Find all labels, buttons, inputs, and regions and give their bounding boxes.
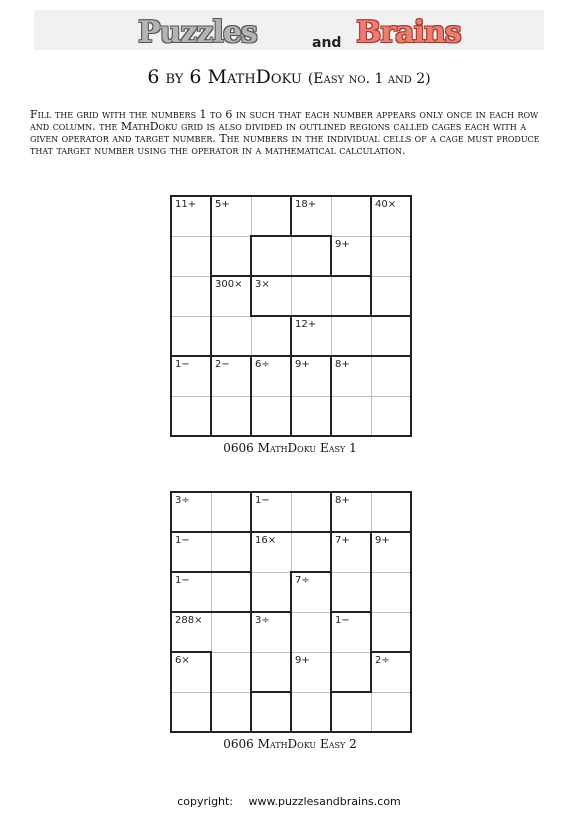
- cage-clue: 8+: [335, 495, 350, 506]
- grid-cell[interactable]: [331, 396, 371, 436]
- grid-cell[interactable]: [171, 652, 211, 692]
- cage-clue: 12+: [295, 319, 317, 330]
- grid-cell[interactable]: [171, 356, 211, 396]
- grid-cell[interactable]: [331, 356, 371, 396]
- cage-clue: 288×: [175, 615, 203, 626]
- cage-clue: 2÷: [375, 655, 390, 666]
- grid-row: [171, 612, 411, 652]
- grid-cell[interactable]: [371, 316, 411, 356]
- grid-cell[interactable]: [331, 572, 371, 612]
- grid-cell[interactable]: [371, 276, 411, 316]
- grid-cell[interactable]: [251, 612, 291, 652]
- logo-and-text: and: [312, 35, 342, 51]
- grid-cell[interactable]: [171, 396, 211, 436]
- cage-clue: 9+: [295, 359, 310, 370]
- grid-cell[interactable]: [371, 572, 411, 612]
- grid-cell[interactable]: [211, 572, 251, 612]
- page-title: [0, 66, 578, 88]
- grid-cell[interactable]: [251, 356, 291, 396]
- grid-cell[interactable]: [291, 692, 331, 732]
- grid-cell[interactable]: [171, 276, 211, 316]
- cage-clue: 11+: [175, 199, 197, 210]
- grid-cell[interactable]: [331, 196, 371, 236]
- cage-clue: 18+: [295, 199, 317, 210]
- grid-cell[interactable]: [331, 532, 371, 572]
- cage-clue: 6×: [175, 655, 190, 666]
- grid-cell[interactable]: [211, 276, 251, 316]
- grid-cell[interactable]: [331, 652, 371, 692]
- grid-cell[interactable]: [291, 396, 331, 436]
- grid-cell[interactable]: [211, 692, 251, 732]
- grid-cell[interactable]: [171, 572, 211, 612]
- grid-row: [171, 356, 411, 396]
- grid-cell[interactable]: [331, 692, 371, 732]
- grid-row: [171, 396, 411, 436]
- grid-cell[interactable]: [291, 532, 331, 572]
- logo-brains-text: Brains: [356, 15, 461, 50]
- copyright-url[interactable]: www.puzzlesandbrains.com: [248, 795, 401, 808]
- grid-cell[interactable]: [251, 316, 291, 356]
- cage-clue: 3÷: [175, 495, 190, 506]
- grid-cell[interactable]: [291, 652, 331, 692]
- cage-clue: 16×: [255, 535, 277, 546]
- grid-row: [171, 492, 411, 532]
- grid-cell[interactable]: [331, 492, 371, 532]
- grid-row: [171, 236, 411, 276]
- grid-row: [171, 652, 411, 692]
- grid-cell[interactable]: [211, 532, 251, 572]
- grid-cell[interactable]: [171, 532, 211, 572]
- grid-cell[interactable]: [371, 236, 411, 276]
- cage-clue: 1−: [335, 615, 350, 626]
- cage-clue: 3×: [255, 279, 270, 290]
- grid-cell[interactable]: [171, 492, 211, 532]
- grid-row: [171, 692, 411, 732]
- grid-cell[interactable]: [171, 316, 211, 356]
- grid-cell[interactable]: [211, 236, 251, 276]
- cage-clue: 8+: [335, 359, 350, 370]
- mathdoku-grid-2: [170, 491, 412, 733]
- grid-cell[interactable]: [251, 572, 291, 612]
- grid-cell[interactable]: [211, 652, 251, 692]
- grid-cell[interactable]: [171, 236, 211, 276]
- grid-cell[interactable]: [211, 492, 251, 532]
- page-title-main: 6 by 6 MathDoku: [147, 66, 302, 88]
- grid-cell[interactable]: [371, 652, 411, 692]
- cage-clue: 1−: [175, 535, 190, 546]
- grid-cell[interactable]: [291, 612, 331, 652]
- grid-cell[interactable]: [291, 196, 331, 236]
- grid-cell[interactable]: [251, 236, 291, 276]
- page-title-sub: (Easy no. 1 and 2): [307, 71, 431, 87]
- grid-row: [171, 276, 411, 316]
- grid-cell[interactable]: [251, 196, 291, 236]
- grid-cell[interactable]: [331, 236, 371, 276]
- grid-cell[interactable]: [251, 396, 291, 436]
- cage-clue: 5+: [215, 199, 230, 210]
- logo-puzzles-text: Puzzles: [138, 15, 257, 50]
- cage-clue: 6÷: [255, 359, 270, 370]
- cage-clue: 2−: [215, 359, 230, 370]
- grid-cell[interactable]: [291, 276, 331, 316]
- cage-clue: 9+: [375, 535, 390, 546]
- grid-cell[interactable]: [371, 492, 411, 532]
- grid-cell[interactable]: [291, 236, 331, 276]
- grid-row: [171, 572, 411, 612]
- cage-clue: 7÷: [295, 575, 310, 586]
- instructions-text: Fill the grid with the numbers 1 to 6 in such that each number appears only once in each row and column. the MathDoku grid is also divided in outlined regions called cages each with a given operator and target number. The numbers in the individual cells of a cage must produce that target number using the operator in a mathematical calculation.: [30, 108, 540, 157]
- grid-cell[interactable]: [211, 612, 251, 652]
- grid-cell[interactable]: [331, 276, 371, 316]
- grid-cell[interactable]: [371, 356, 411, 396]
- cage-clue: 40×: [375, 199, 397, 210]
- copyright-footer: [0, 795, 578, 808]
- grid-cell[interactable]: [331, 612, 371, 652]
- puzzle-caption-2: 0606 MathDoku Easy 2: [223, 737, 357, 751]
- grid-cell[interactable]: [171, 612, 211, 652]
- cage-clue: 9+: [335, 238, 350, 250]
- cage-clue: 3÷: [255, 615, 270, 626]
- grid-cell[interactable]: [371, 612, 411, 652]
- grid-cell[interactable]: [291, 356, 331, 396]
- grid-cell[interactable]: [251, 532, 291, 572]
- grid-row: [171, 316, 411, 356]
- grid-cell[interactable]: [251, 652, 291, 692]
- grid-cell[interactable]: [211, 396, 251, 436]
- grid-cell[interactable]: [251, 492, 291, 532]
- cage-clue: 9+: [295, 654, 310, 666]
- site-banner: [34, 10, 544, 50]
- grid-cell[interactable]: [371, 396, 411, 436]
- grid-cell[interactable]: [291, 492, 331, 532]
- cage-clue: 300×: [215, 279, 243, 290]
- grid-cell[interactable]: [251, 276, 291, 316]
- grid-cell[interactable]: [251, 692, 291, 732]
- grid-cell[interactable]: [211, 196, 251, 236]
- grid-row: [171, 532, 411, 572]
- cage-clue: 1−: [175, 359, 190, 370]
- grid-cell[interactable]: [371, 196, 411, 236]
- grid-cell[interactable]: [211, 356, 251, 396]
- copyright-label: copyright:: [177, 795, 234, 808]
- grid-cell[interactable]: [371, 532, 411, 572]
- cage-clue: 7+: [335, 535, 350, 546]
- mathdoku-grid-1: [170, 195, 412, 437]
- grid-cell[interactable]: [171, 196, 211, 236]
- cage-clue: 1−: [255, 495, 270, 506]
- grid-cell[interactable]: [171, 692, 211, 732]
- grid-cell[interactable]: [331, 316, 371, 356]
- grid-cell[interactable]: [211, 316, 251, 356]
- grid-row: [171, 196, 411, 236]
- grid-cell[interactable]: [291, 572, 331, 612]
- grid-cell[interactable]: [291, 316, 331, 356]
- cage-clue: 1−: [175, 575, 190, 586]
- puzzle-caption-1: 0606 MathDoku Easy 1: [223, 441, 357, 455]
- grid-cell[interactable]: [371, 692, 411, 732]
